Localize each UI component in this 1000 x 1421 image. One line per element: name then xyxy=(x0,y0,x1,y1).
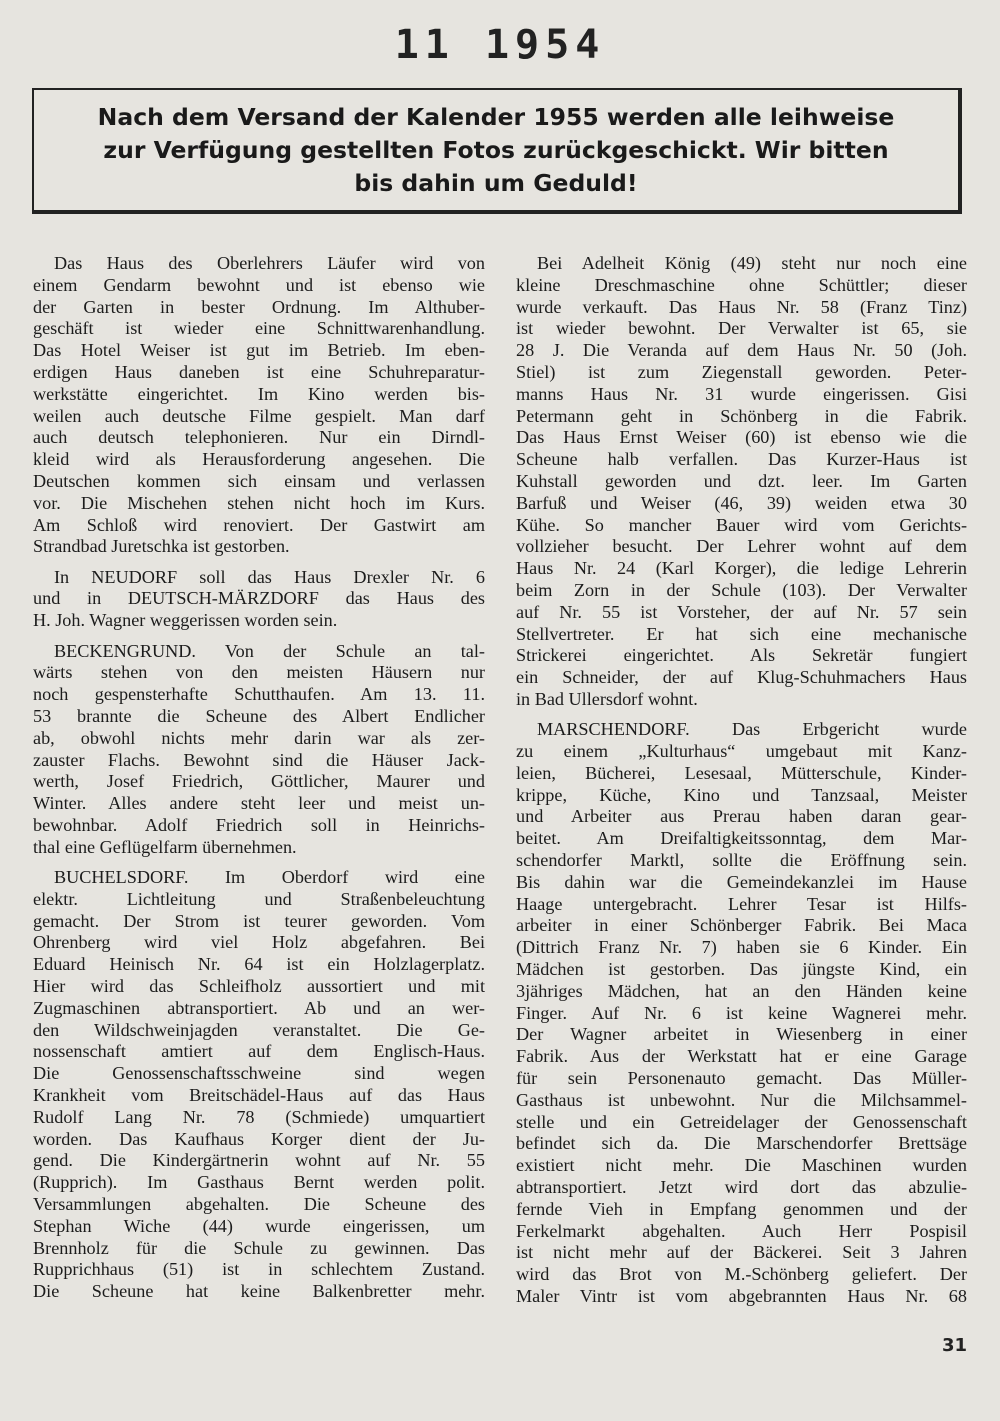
text-line: Stiel) ist zum Ziegenstall geworden. Peter- xyxy=(516,361,967,382)
text-line: Strandbad Juretschka ist gestorben. xyxy=(33,536,290,557)
text-line: Gasthaus ist unbewohnt. Nur die Milchsammel- xyxy=(516,1089,967,1110)
text-line: Die Scheune hat keine Balkenbretter mehr. xyxy=(33,1281,485,1302)
text-line: fernde Vieh in Empfang genommen und der xyxy=(516,1198,967,1219)
text-line: und Arbeiter aus Prerau haben daran gear- xyxy=(516,806,967,827)
text-line: den Wildschweinjagden veranstaltet. Die Ge- xyxy=(33,1019,485,1040)
text-line: ist wieder bewohnt. Der Verwalter ist 65, sie xyxy=(516,318,967,339)
text-line: Versammlungen abgehalten. Die Scheune des xyxy=(33,1193,485,1214)
text-line: werkstätte eingerichtet. Im Kino werden bis- xyxy=(33,383,485,404)
text-line: beim Zorn in der Schule (103). Der Verwalter xyxy=(516,579,967,600)
text-line: Strickerei eingerichtet. Als Sekretär fungiert xyxy=(516,645,967,666)
paragraph xyxy=(33,567,485,632)
text-line: 28 J. Die Veranda auf dem Haus Nr. 50 (Joh. xyxy=(516,340,967,361)
text-line: arbeiter in einer Schönberger Fabrik. Bei Maca xyxy=(516,915,967,936)
text-line: existiert nicht mehr. Die Maschinen wurden xyxy=(516,1155,967,1176)
text-line: kleine Dreschmaschine ohne Schüttler; dieser xyxy=(516,274,967,295)
text-line: wurde verkauft. Das Haus Nr. 58 (Franz Tinz) xyxy=(516,296,967,317)
text-line: In NEUDORF soll das Haus Drexler Nr. 6 xyxy=(54,566,485,587)
text-line: Das Haus Ernst Weiser (60) ist ebenso wie die xyxy=(516,427,967,448)
text-line: schendorfer Marktl, sollte die Eröffnung sein. xyxy=(516,850,967,871)
text-line: Am Schloß wird renoviert. Der Gastwirt am xyxy=(33,514,485,535)
text-line: auch deutsch telephonieren. Nur ein Dirndl- xyxy=(33,427,485,448)
text-line: weilen auch deutsche Filme gespielt. Man darf xyxy=(33,405,485,426)
text-line: und in DEUTSCH-MÄRZDORF das Haus des xyxy=(33,588,485,609)
text-line: Die Genossenschaftsschweine sind wegen xyxy=(33,1063,485,1084)
text-line: werth, Josef Friedrich, Göttlicher, Maurer und xyxy=(33,771,485,792)
text-line: gend. Die Kindergärtnerin wohnt auf Nr. 55 xyxy=(33,1150,485,1171)
text-line: Hier wird das Schleifholz aussortiert und mit xyxy=(33,976,485,996)
paragraph xyxy=(33,867,485,1303)
paragraph-gap xyxy=(516,711,967,720)
text-line: Scheune halb verfallen. Das Kurzer-Haus ist xyxy=(516,449,967,470)
text-line: abtransportiert. Jetzt wird dort das abzulie- xyxy=(516,1176,967,1197)
text-line: nossenschaft amtiert auf dem Englisch-Haus. xyxy=(33,1041,485,1062)
text-line: wird das Brot von M.-Schönberg geliefert. Der xyxy=(516,1264,967,1285)
text-line: Winter. Alles andere steht leer und meist un- xyxy=(33,793,485,814)
paragraph xyxy=(516,719,967,1308)
text-line: Deutschen kommen sich einsam und verlassen xyxy=(33,470,485,491)
text-line: Stephan Wiche (44) wurde eingerissen, um xyxy=(33,1215,485,1236)
text-line: 53 brannte die Scheune des Albert Endlicher xyxy=(33,705,485,726)
page-number: 31 xyxy=(942,1335,968,1356)
text-line: gemacht. Der Strom ist teurer geworden. Vom xyxy=(33,910,485,931)
text-line: Fabrik. Aus der Werkstatt hat er eine Garage xyxy=(516,1046,967,1067)
text-line: noch gespensterhafte Schutthaufen. Am 13. 11. xyxy=(33,684,485,705)
text-line: ein Schneider, der auf Klug-Schuhmachers Haus xyxy=(516,667,967,688)
notice-line: Nach dem Versand der Kalender 1955 werden alle leihweise xyxy=(97,102,895,131)
text-line: manns Haus Nr. 31 wurde eingerissen. Gisi xyxy=(516,383,967,404)
text-line: stelle und ein Getreidelager der Genossenschaft xyxy=(516,1111,967,1132)
text-line: befindet sich da. Die Marschendorfer Brettsäge xyxy=(516,1133,967,1154)
text-line: Zugmaschinen abtransportiert. Ab und an wer- xyxy=(33,997,485,1018)
text-line: zu einem „Kulturhaus“ umgebaut mit Kanz- xyxy=(516,741,967,762)
text-line: in Bad Ullersdorf wohnt. xyxy=(516,688,698,709)
text-line: Der Wagner arbeitet in Wiesenberg in einer xyxy=(516,1024,967,1045)
text-line: Das Haus des Oberlehrers Läufer wird von xyxy=(54,253,485,273)
text-line: auf Nr. 55 ist Vorsteher, der auf Nr. 57 sein xyxy=(516,601,967,622)
page-header-date: 11 1954 xyxy=(394,22,606,68)
text-line: ist nicht mehr auf der Bäckerei. Seit 3 Jahren xyxy=(516,1242,967,1263)
text-line: Bis dahin war die Gemeindekanzlei im Hause xyxy=(516,871,967,892)
paragraph xyxy=(33,641,485,859)
notice-line: zur Verfügung gestellten Fotos zurückgeschickt. Wir bitten xyxy=(103,135,889,164)
text-line: 3jähriges Mädchen, hat an den Händen keine xyxy=(516,980,967,1001)
text-line: Maler Vintr ist vom abgebrannten Haus Nr. 68 xyxy=(516,1285,967,1306)
text-line: krippe, Küche, Kino und Tanzsaal, Meister xyxy=(516,784,967,805)
text-line: Rudolf Lang Nr. 78 (Schmiede) umquartiert xyxy=(33,1106,485,1127)
text-line: Rupprichhaus (51) ist in schlechtem Zustand. xyxy=(33,1259,485,1280)
text-line: für sein Personenauto gemacht. Das Müller- xyxy=(516,1067,967,1088)
text-line: thal eine Geflügelfarm übernehmen. xyxy=(33,836,297,857)
text-line: vollzieher besucht. Der Lehrer wohnt auf dem xyxy=(516,536,967,557)
text-line: kleid wird als Herausforderung angesehen. Die xyxy=(33,449,485,470)
text-line: geschäft ist wieder eine Schnittwarenhandlung. xyxy=(33,318,485,339)
text-line: Haus Nr. 24 (Karl Korger), die ledige Lehrerin xyxy=(516,558,967,579)
text-line: (Rupprich). Im Gasthaus Bernt werden polit. xyxy=(33,1172,485,1193)
text-line: Eduard Heinisch Nr. 64 ist ein Holzlagerplatz. xyxy=(33,954,485,975)
text-line: elektr. Lichtleitung und Straßenbeleuchtung xyxy=(33,888,485,909)
right-text-column xyxy=(516,253,967,1308)
text-line: Kühe. So mancher Bauer wird vom Gerichts- xyxy=(516,514,967,535)
text-line: wärts stehen von den meisten Häusern nur xyxy=(33,662,485,683)
text-line: BECKENGRUND. Von der Schule an tal- xyxy=(54,640,485,661)
text-line: Bei Adelheit König (49) steht nur noch eine xyxy=(537,253,967,273)
text-line: Ohrenberg wird viel Holz abgefahren. Bei xyxy=(33,932,485,953)
text-line: beitet. Am Dreifaltigkeitssonntag, dem Mar- xyxy=(516,828,967,849)
text-line: (Dittrich Franz Nr. 7) haben sie 6 Kinder. Ein xyxy=(516,937,967,958)
text-line: bewohnbar. Adolf Friedrich soll in Heinrichs- xyxy=(33,814,485,835)
left-text-column xyxy=(33,253,485,1303)
text-line: einem Gendarm bewohnt und ist ebenso wie xyxy=(33,274,485,295)
text-line: Krankheit vom Breitschädel-Haus auf das Haus xyxy=(33,1084,485,1105)
text-line: Finger. Auf Nr. 6 ist keine Wagnerei mehr. xyxy=(516,1002,967,1023)
notice-text xyxy=(98,101,895,200)
text-line: Haage untergebracht. Lehrer Tesar ist Hilfs- xyxy=(516,893,967,914)
notice-line: bis dahin um Geduld! xyxy=(354,168,638,197)
text-line: MARSCHENDORF. Das Erbgericht wurde xyxy=(537,719,967,740)
paragraph xyxy=(33,253,485,558)
text-line: ab, obwohl nichts mehr darin war als zer- xyxy=(33,727,485,748)
text-line: vor. Die Mischehen stehen nicht hoch im Kurs. xyxy=(33,492,485,513)
text-line: leien, Bücherei, Lesesaal, Mütterschule, Kinder- xyxy=(516,762,967,783)
text-line: Ferkelmarkt abgehalten. Auch Herr Pospisil xyxy=(516,1220,967,1241)
text-line: BUCHELSDORF. Im Oberdorf wird eine xyxy=(54,867,485,888)
text-line: erdigen Haus daneben ist eine Schuhreparatur- xyxy=(33,361,485,382)
text-line: Mädchen ist gestorben. Das jüngste Kind, ein xyxy=(516,959,967,979)
text-line: Kuhstall geworden und dzt. leer. Im Garten xyxy=(516,470,967,491)
text-line: Das Hotel Weiser ist gut im Betrieb. Im eben- xyxy=(33,340,485,361)
notice-box xyxy=(32,88,962,214)
text-line: H. Joh. Wagner weggerissen worden sein. xyxy=(33,610,338,631)
text-line: der Garten in bester Ordnung. Im Althuber- xyxy=(33,296,485,317)
text-line: Stellvertreter. Er hat sich eine mechanische xyxy=(516,623,967,644)
paragraph-gap xyxy=(33,558,485,567)
paragraph-gap xyxy=(33,859,485,868)
text-line: Petermann geht in Schönberg in die Fabrik. xyxy=(516,405,967,426)
text-line: zauster Flachs. Bewohnt sind die Häuser Jack- xyxy=(33,749,485,770)
paragraph xyxy=(516,253,967,711)
text-line: worden. Das Kaufhaus Korger dient der Ju- xyxy=(33,1128,485,1149)
text-line: Brennholz für die Schule zu gewinnen. Das xyxy=(33,1237,485,1258)
text-line: Barfuß und Weiser (46, 39) weiden etwa 30 xyxy=(516,492,967,513)
paragraph-gap xyxy=(33,632,485,641)
